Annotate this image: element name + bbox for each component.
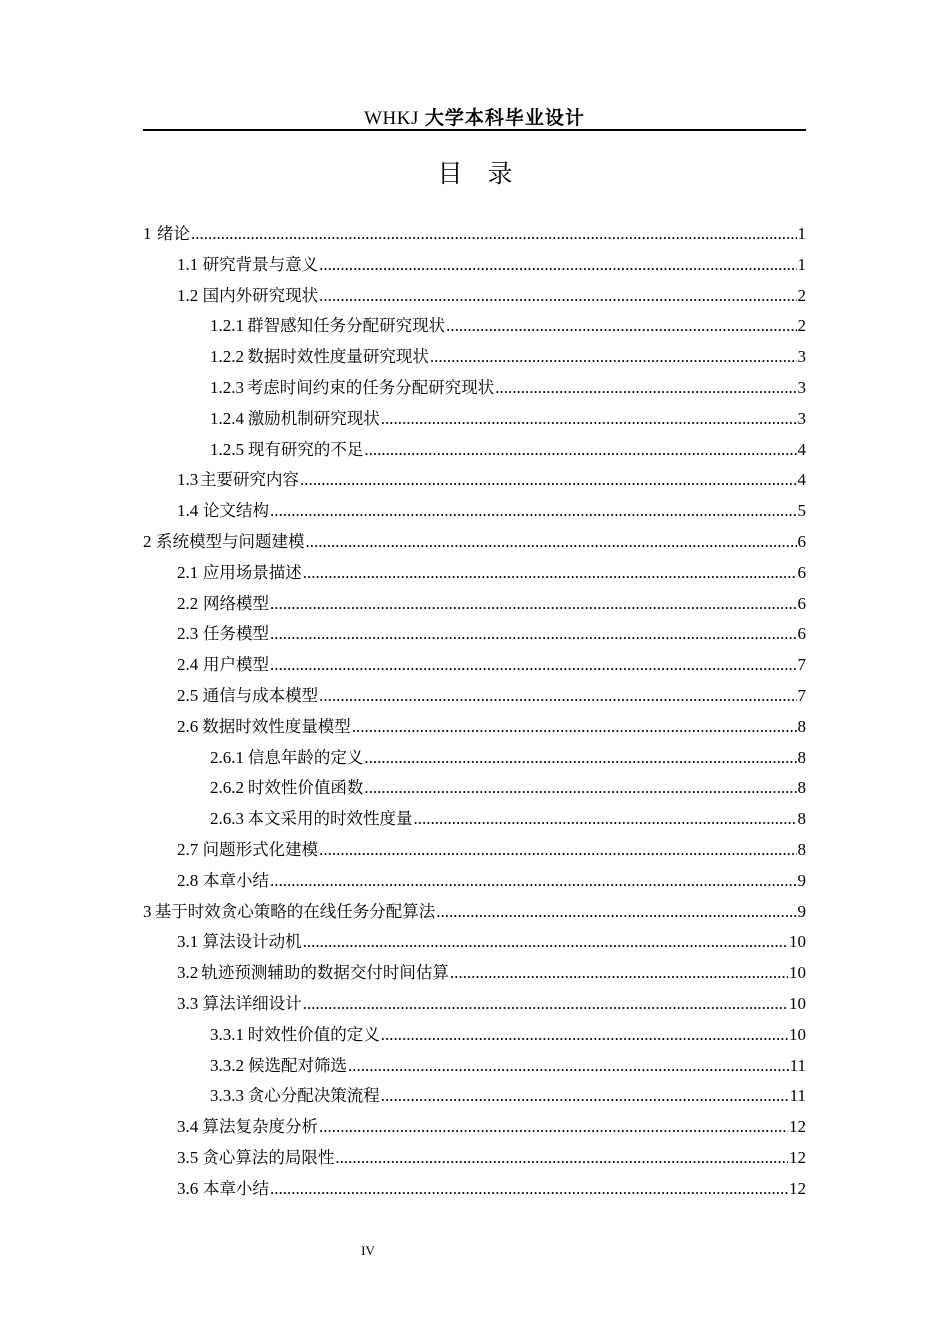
toc-entry-page: 1 — [797, 254, 806, 274]
toc-entry-title: 基于时效贪心策略的在线任务分配算法 — [154, 901, 436, 921]
toc-entry[interactable] — [143, 373, 806, 404]
toc-entry-number: 2.6.3 — [210, 809, 244, 829]
toc-dot-leader — [270, 589, 796, 620]
toc-entry[interactable] — [143, 342, 806, 373]
toc-entry-number: 3.4 — [177, 1117, 199, 1137]
toc-dot-leader — [348, 1051, 789, 1082]
toc-entry-title: 本章小结 — [202, 1178, 269, 1198]
toc-dot-leader — [364, 435, 796, 466]
toc-entry-page: 4 — [797, 439, 806, 459]
page-title: 目 录 — [437, 159, 513, 188]
toc-entry-page: 2 — [797, 285, 806, 305]
toc-entry-title: 算法设计动机 — [202, 932, 302, 952]
toc-entry-page: 8 — [797, 778, 806, 798]
toc-entry-page: 8 — [797, 809, 806, 829]
toc-entry[interactable] — [143, 897, 806, 928]
toc-entry[interactable] — [143, 773, 806, 804]
toc-entry-page: 4 — [797, 470, 806, 490]
toc-entry[interactable] — [143, 712, 806, 743]
toc-entry-title: 算法详细设计 — [202, 993, 302, 1013]
toc-dot-leader — [270, 650, 796, 681]
toc-entry-title: 算法复杂度分析 — [202, 1117, 318, 1137]
toc-entry-number: 2.3 — [177, 624, 199, 644]
toc-entry-title: 候选配对筛选 — [247, 1055, 347, 1075]
page-number: IV — [361, 1243, 375, 1258]
toc-entry-number: 3.3.2 — [210, 1055, 244, 1075]
toc-entry-page: 5 — [797, 501, 806, 521]
toc-entry[interactable] — [143, 281, 806, 312]
toc-entry-title: 应用场景描述 — [202, 562, 302, 582]
toc-entry-number: 1.2.2 — [210, 347, 244, 367]
toc-entry-page: 3 — [797, 377, 806, 397]
toc-entry-title: 通信与成本模型 — [202, 685, 319, 705]
toc-entry-title: 数据时效性度量研究现状 — [247, 347, 429, 367]
toc-dot-leader — [446, 311, 796, 342]
toc-dot-leader — [270, 866, 796, 897]
toc-entry-page: 11 — [789, 1086, 806, 1106]
toc-entry-number: 1.3 — [177, 470, 199, 490]
toc-entry-number: 2.6.1 — [210, 747, 244, 767]
toc-entry[interactable] — [143, 835, 806, 866]
toc-entry-title: 系统模型与问题建模 — [155, 531, 305, 551]
toc-entry-number: 3.1 — [177, 932, 199, 952]
header-rule — [143, 129, 806, 131]
toc-entry-page: 10 — [789, 1024, 806, 1044]
toc-entry-number: 3.6 — [177, 1178, 199, 1198]
header-title: 大学本科毕业设计 — [424, 107, 585, 129]
toc-entry[interactable] — [143, 866, 806, 897]
toc-entry-title: 激励机制研究现状 — [247, 408, 380, 428]
toc-entry-page: 10 — [789, 963, 806, 983]
toc-entry-page: 11 — [789, 1055, 806, 1075]
toc-entry-page: 12 — [789, 1178, 806, 1198]
toc-entry-title: 研究背景与意义 — [202, 254, 319, 274]
toc-entry-title: 贪心算法的局限性 — [202, 1147, 335, 1167]
toc-entry-number: 3.3.1 — [210, 1024, 244, 1044]
toc-entry[interactable] — [143, 1081, 806, 1112]
toc-dot-leader — [270, 496, 796, 527]
toc-entry-title: 绪论 — [156, 224, 190, 243]
toc-entry[interactable] — [143, 404, 806, 435]
toc-entry-page: 8 — [797, 716, 806, 736]
toc-entry-number: 2.8 — [177, 870, 199, 890]
toc-dot-leader — [319, 835, 796, 866]
toc-entry-number: 3.3.3 — [210, 1086, 244, 1106]
toc-entry-title: 信息年龄的定义 — [247, 747, 364, 767]
toc-dot-leader — [300, 465, 796, 496]
toc-entry[interactable] — [143, 465, 806, 496]
toc-dot-leader — [413, 804, 796, 835]
toc-dot-leader — [305, 527, 796, 558]
toc-entry-title: 贪心分配决策流程 — [247, 1086, 380, 1106]
toc-entry-page: 8 — [797, 839, 806, 859]
toc-dot-leader — [430, 342, 797, 373]
toc-entry-title: 论文结构 — [203, 501, 270, 521]
toc-entry-title: 网络模型 — [203, 593, 270, 613]
toc-dot-leader — [364, 773, 796, 804]
toc-dot-leader — [335, 1143, 788, 1174]
toc-entry[interactable] — [143, 1112, 806, 1143]
toc-entry-number: 1.1 — [177, 254, 199, 274]
toc-entry-title: 主要研究内容 — [200, 470, 300, 490]
toc-entry-number: 1.2.4 — [210, 408, 244, 428]
toc-entry-title: 群智感知任务分配研究现状 — [247, 316, 446, 336]
toc-entry-page: 9 — [797, 870, 806, 890]
toc-dot-leader — [303, 558, 797, 589]
toc-entry-page: 6 — [797, 562, 806, 582]
toc-entry-number: 3.5 — [177, 1147, 199, 1167]
toc-entry[interactable] — [143, 558, 806, 589]
toc-entry-title: 轨迹预测辅助的数据交付时间估算 — [201, 963, 449, 983]
toc-dot-leader — [191, 219, 797, 250]
toc-entry[interactable] — [143, 435, 806, 466]
toc-entry[interactable] — [143, 250, 806, 281]
toc-entry-number: 1.4 — [177, 501, 199, 521]
toc-entry-title: 时效性价值函数 — [247, 778, 364, 798]
toc-dot-leader — [319, 681, 796, 712]
toc-entry-page: 12 — [789, 1117, 806, 1137]
toc-entry[interactable] — [143, 527, 806, 558]
toc-entry-number: 2.6.2 — [210, 778, 244, 798]
toc-dot-leader — [495, 373, 796, 404]
toc-entry-title: 本章小结 — [203, 870, 270, 890]
toc-entry-page: 8 — [797, 747, 806, 767]
toc-entry[interactable] — [143, 989, 806, 1020]
toc-entry-number: 3.2 — [177, 963, 199, 983]
toc-dot-leader — [319, 281, 796, 312]
toc-dot-leader — [270, 619, 796, 650]
toc-entry[interactable] — [143, 496, 806, 527]
toc-entry-page: 6 — [797, 531, 806, 551]
toc-entry-title: 现有研究的不足 — [247, 439, 364, 459]
toc-entry-number: 2.5 — [177, 685, 199, 705]
toc-entry-title: 国内外研究现状 — [202, 285, 319, 305]
toc-entry-page: 6 — [797, 593, 806, 613]
toc-entry-number: 3.3 — [177, 993, 199, 1013]
toc-entry[interactable] — [143, 589, 806, 620]
toc-entry-title: 数据时效性度量模型 — [202, 716, 351, 736]
toc-dot-leader — [381, 1020, 788, 1051]
toc-dot-leader — [436, 897, 796, 928]
toc-dot-leader — [303, 927, 788, 958]
toc-dot-leader — [381, 1081, 789, 1112]
toc-dot-leader — [303, 989, 788, 1020]
toc-entry[interactable] — [143, 804, 806, 835]
toc-entry[interactable] — [143, 650, 806, 681]
toc-entry-page: 10 — [789, 932, 806, 952]
toc-entry-number: 1.2.1 — [210, 316, 244, 336]
running-header — [143, 106, 806, 131]
toc-entry-number: 3 — [143, 901, 152, 921]
toc-entry-title: 本文采用的时效性度量 — [247, 809, 413, 829]
toc-dot-leader — [352, 712, 797, 743]
toc-dot-leader — [450, 958, 788, 989]
toc-entry-title: 用户模型 — [203, 655, 270, 675]
toc-dot-leader — [319, 1112, 788, 1143]
toc-entry-page: 7 — [797, 655, 806, 675]
toc-entry-number: 1.2.3 — [210, 377, 244, 397]
toc-entry-title: 考虑时间约束的任务分配研究现状 — [246, 377, 495, 397]
toc-dot-leader — [270, 1174, 788, 1205]
toc-entry-number: 2.2 — [177, 593, 199, 613]
toc-entry[interactable] — [143, 1143, 806, 1174]
toc-entry[interactable] — [143, 219, 806, 250]
toc-entry[interactable] — [143, 1174, 806, 1205]
toc-entry-number: 2.1 — [177, 562, 199, 582]
header-latin: WHKJ — [364, 108, 419, 129]
toc-entry-page: 9 — [797, 901, 806, 921]
toc-entry-number: 2 — [143, 531, 152, 551]
toc-entry-number: 2.4 — [177, 655, 199, 675]
toc-dot-leader — [381, 404, 797, 435]
toc-entry-page: 6 — [797, 624, 806, 644]
toc-entry[interactable] — [143, 927, 806, 958]
toc-entry-number: 1.2.5 — [210, 439, 244, 459]
toc-entry-page: 1 — [797, 224, 806, 243]
toc-entry-page: 3 — [797, 408, 806, 428]
toc-entry[interactable] — [143, 1020, 806, 1051]
toc-entry-number: 1.2 — [177, 285, 199, 305]
toc-entry[interactable] — [143, 681, 806, 712]
toc-entry-page: 7 — [797, 685, 806, 705]
toc-entry-number: 1 — [143, 224, 152, 243]
toc-entry-title: 时效性价值的定义 — [247, 1024, 380, 1044]
toc-entry[interactable] — [143, 619, 806, 650]
table-of-contents — [143, 219, 806, 1205]
toc-entry-number: 2.6 — [177, 716, 199, 736]
toc-entry[interactable] — [143, 958, 806, 989]
toc-entry-page: 3 — [797, 347, 806, 367]
toc-entry-title: 任务模型 — [203, 624, 270, 644]
toc-entry-title: 问题形式化建模 — [202, 839, 319, 859]
toc-dot-leader — [364, 743, 796, 774]
toc-entry-page: 12 — [789, 1147, 806, 1167]
toc-entry-page: 10 — [789, 993, 806, 1013]
toc-entry[interactable] — [143, 311, 806, 342]
toc-entry[interactable] — [143, 743, 806, 774]
toc-entry[interactable] — [143, 1051, 806, 1082]
toc-entry-number: 2.7 — [177, 839, 199, 859]
toc-dot-leader — [319, 250, 796, 281]
toc-entry-page: 2 — [797, 316, 806, 336]
